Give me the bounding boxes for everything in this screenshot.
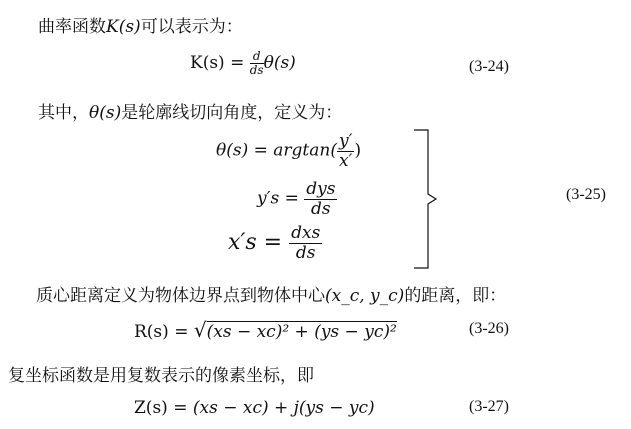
equation-lhs: y′s = [257,188,299,209]
equation-rhs: θ(s) [263,53,296,74]
equation-label-3-26: (3-26) [469,320,509,337]
fraction-numerator: d [250,50,264,64]
paragraph-text: 曲率函数 [38,17,106,37]
equation-3-25-dx [228,224,322,262]
equation-lhs: x′s = [228,230,283,256]
equation-rhs: (xs − xc)² + (ys − yc)² [206,322,397,342]
math-symbol: θ(s) [89,103,122,123]
equation-3-25-dy [257,180,337,218]
fraction-numerator: dys [306,179,336,199]
paragraph-complex-coordinate: 复坐标函数是用复数表示的像素坐标，即 [8,366,314,386]
equation-lhs: Z(s) = [134,398,188,418]
math-symbol: (x_c, y_c) [325,286,405,306]
equation-label-3-24: (3-24) [469,58,509,75]
paragraph-text: 是轮廓线切向角度，定义为： [121,103,343,123]
equation-rhs: (xs − xc) + j(ys − yc) [192,398,375,418]
equation-lhs: R(s) = [134,322,189,342]
paragraph-centroid-distance [36,281,506,306]
fraction [337,132,354,170]
fraction-numerator: y′ [338,131,353,151]
sqrt-icon: √ [193,318,207,342]
equation-lhs: θ(s) = argtan( [216,140,337,161]
fraction-denominator: ds [249,63,264,78]
paragraph-text: 的距离，即： [404,286,507,306]
equation-3-26 [134,318,397,342]
paragraph-curvature-intro [38,12,243,37]
equation-rhs: ) [354,140,362,161]
equation-3-27 [134,398,375,418]
math-symbol: K(s) [106,17,141,37]
equation-label-3-25: (3-25) [566,186,606,203]
fraction [250,50,264,77]
paragraph-text: 可以表示为： [140,17,243,37]
fraction-denominator: x′ [338,150,353,171]
fraction-numerator: dxs [291,223,321,243]
equation-3-25-theta [216,132,361,170]
fraction [304,180,337,218]
paragraph-text: 质心距离定义为物体边界点到物体中心 [36,286,325,306]
equation-label-3-27: (3-27) [469,398,509,415]
fraction-denominator: ds [295,242,316,263]
right-brace-icon [412,128,442,270]
fraction [289,224,322,262]
paragraph-text: 其中， [38,103,89,123]
fraction-denominator: ds [311,198,331,219]
paragraph-tangent-angle [38,98,342,123]
equation-lhs: K(s) = [190,53,245,74]
equation-3-24 [190,50,296,77]
